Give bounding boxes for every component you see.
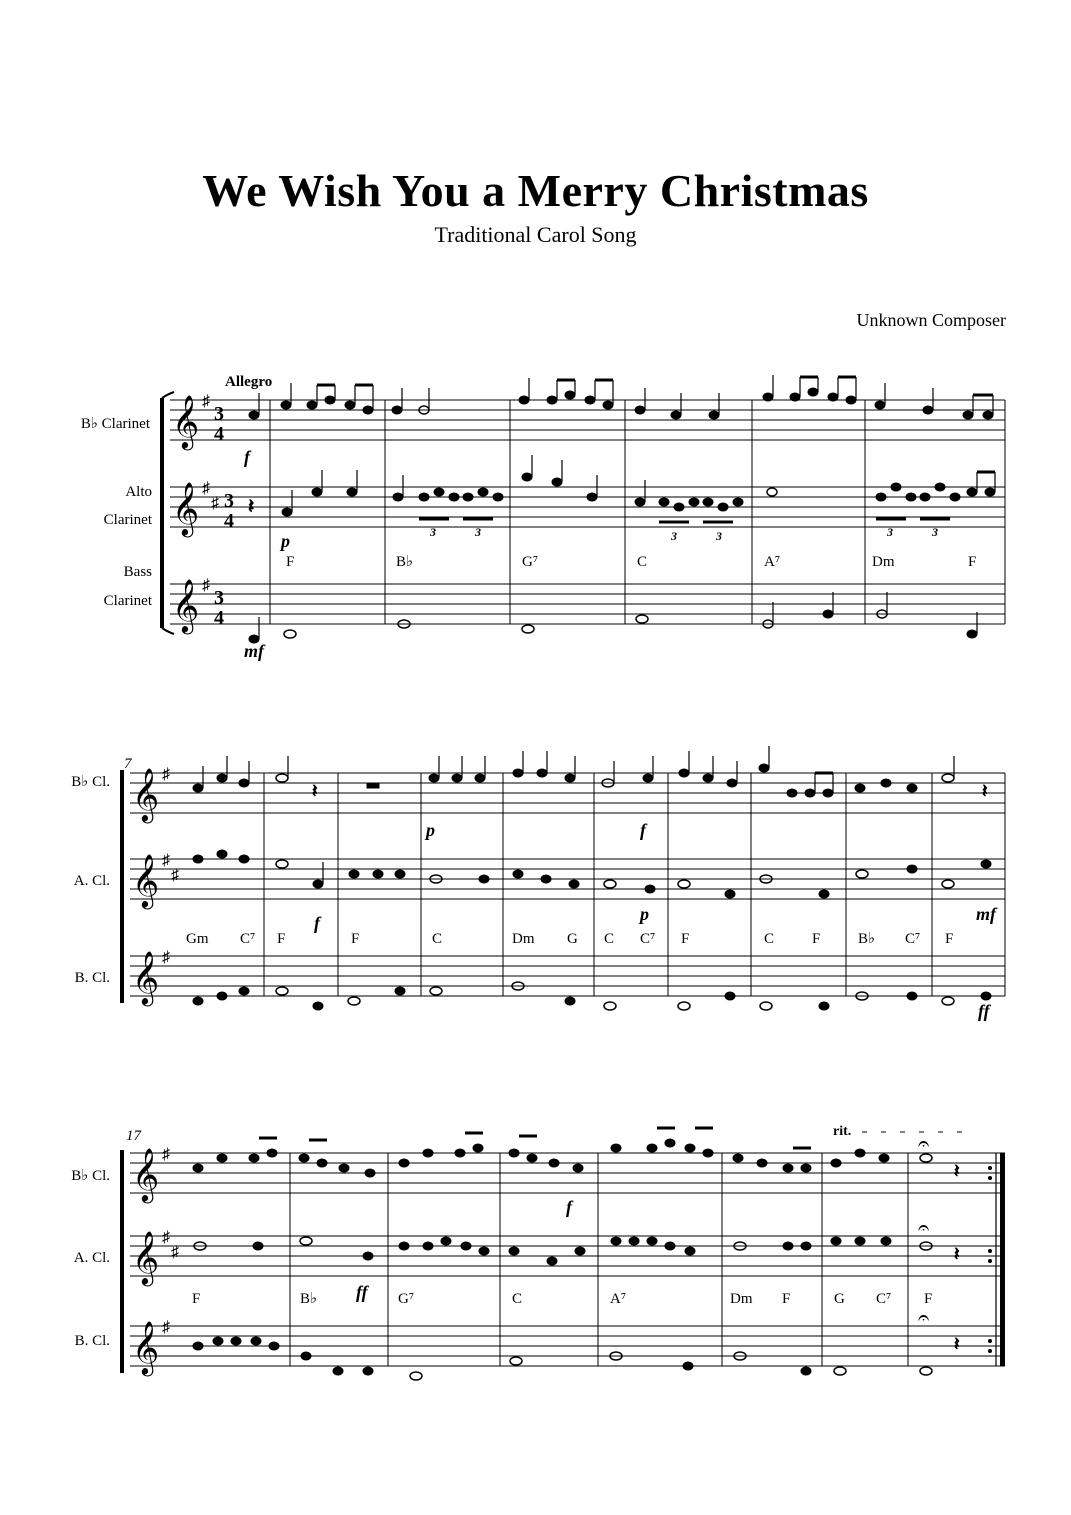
svg-text:F: F	[192, 1291, 201, 1307]
treble-clef-icon: 𝄞	[132, 952, 160, 1003]
key-sharp-icon: ♯	[202, 577, 210, 594]
chord-symbols-1	[286, 554, 976, 570]
instrument-short-clarinet: B♭ Cl.	[71, 774, 110, 790]
treble-clef-icon: 𝄞	[132, 1232, 160, 1283]
barlines	[264, 773, 1005, 996]
time-sig-bottom: 4	[214, 423, 224, 445]
staff-bass	[130, 1326, 1005, 1366]
svg-text:G: G	[834, 1291, 845, 1307]
system-1	[81, 374, 1005, 661]
instrument-short-bass: B. Cl.	[74, 970, 110, 986]
chord-symbols-2	[186, 931, 953, 947]
time-sig-top: 3	[224, 490, 234, 512]
time-sig-top: 3	[214, 587, 224, 609]
svg-text:Gm: Gm	[186, 931, 209, 947]
key-sharp-icon: ♯	[171, 867, 179, 884]
svg-text:F: F	[924, 1291, 933, 1307]
svg-text:C: C	[432, 931, 443, 947]
svg-text:𝄽: 𝄽	[982, 781, 988, 801]
dynamic-marking: f	[314, 913, 320, 933]
treble-clef-icon: 𝄞	[132, 1322, 160, 1373]
key-sharp-icon: ♯	[162, 852, 170, 869]
tuplet-labels	[429, 525, 938, 543]
measure-number: 17	[126, 1128, 141, 1144]
svg-text:3: 3	[671, 529, 677, 543]
svg-text:F: F	[351, 931, 360, 947]
svg-text:F: F	[968, 554, 977, 570]
fermata-icon: 𝄐	[918, 1307, 930, 1329]
svg-text:3: 3	[887, 525, 893, 539]
notes-alto	[248, 455, 995, 522]
instrument-label-bass-1: Bass	[123, 564, 152, 580]
treble-clef-icon: 𝄞	[132, 1149, 160, 1200]
svg-text:F: F	[286, 554, 295, 570]
time-sig-top: 3	[214, 403, 224, 425]
key-sharp-icon: ♯	[211, 495, 219, 512]
staff-clarinet	[130, 1153, 1005, 1193]
dynamic-marking: mf	[244, 641, 264, 661]
svg-text:𝄽: 𝄽	[312, 781, 318, 801]
instrument-short-bass: B. Cl.	[74, 1333, 110, 1349]
key-sharp-icon: ♯	[162, 1229, 170, 1246]
instrument-short-alto: A. Cl.	[73, 873, 110, 889]
treble-clef-icon: 𝄞	[172, 396, 200, 447]
dynamic-marking: p	[640, 904, 649, 924]
score-subtitle: Traditional Carol Song	[434, 222, 637, 247]
time-sig-bottom: 4	[214, 607, 224, 629]
time-sig-bottom: 4	[224, 510, 234, 532]
score-title: We Wish You a Merry Christmas	[202, 165, 869, 216]
key-sharp-icon: ♯	[162, 766, 170, 783]
svg-text:C⁷: C⁷	[240, 931, 256, 947]
barlines	[290, 1153, 908, 1366]
svg-text:3: 3	[475, 525, 481, 539]
svg-text:C: C	[604, 931, 615, 947]
measure-number: 7	[124, 756, 132, 772]
svg-text:𝄽: 𝄽	[954, 1161, 960, 1181]
svg-text:Dm: Dm	[730, 1291, 753, 1307]
staff-alto	[130, 1236, 1005, 1276]
svg-text:3: 3	[932, 525, 938, 539]
key-sharp-icon: ♯	[162, 1319, 170, 1336]
svg-text:C⁷: C⁷	[876, 1291, 892, 1307]
svg-text:Dm: Dm	[872, 554, 895, 570]
notes-clarinet	[249, 375, 993, 419]
key-sharp-icon: ♯	[202, 480, 210, 497]
dynamic-marking: p	[426, 820, 435, 840]
ritardando-marking: rit.	[833, 1124, 852, 1139]
svg-text:3: 3	[430, 525, 436, 539]
chord-symbols-3	[192, 1291, 932, 1307]
svg-text:3: 3	[716, 529, 722, 543]
treble-clef-icon: 𝄞	[172, 580, 200, 631]
composer-credit: Unknown Composer	[856, 310, 1006, 330]
svg-text:A⁷: A⁷	[610, 1291, 627, 1307]
dynamic-marking: f	[244, 447, 250, 467]
instrument-label-clarinet: B♭ Clarinet	[80, 416, 150, 432]
svg-text:G: G	[567, 931, 578, 947]
svg-text:B♭: B♭	[396, 554, 414, 570]
svg-text:C: C	[764, 931, 775, 947]
dynamic-marking: mf	[976, 904, 996, 924]
svg-text:C: C	[637, 554, 648, 570]
fermata-icon: 𝄐	[918, 1217, 930, 1239]
svg-text:F: F	[681, 931, 690, 947]
svg-text:G⁷: G⁷	[398, 1291, 415, 1307]
svg-text:Dm: Dm	[512, 931, 535, 947]
svg-text:C: C	[512, 1291, 523, 1307]
key-sharp-icon: ♯	[202, 393, 210, 410]
dynamic-marking: f	[640, 820, 646, 840]
notes-bass	[249, 592, 977, 643]
instrument-label-bass-2: Clarinet	[103, 593, 152, 609]
fermata-icon: 𝄐	[918, 1133, 930, 1155]
svg-text:C⁷: C⁷	[640, 931, 656, 947]
svg-text:F: F	[812, 931, 821, 947]
staff-bass	[130, 956, 1005, 996]
dynamic-marking: f	[566, 1197, 572, 1217]
svg-text:F: F	[277, 931, 286, 947]
instrument-short-alto: A. Cl.	[73, 1250, 110, 1266]
key-sharp-icon: ♯	[171, 1244, 179, 1261]
svg-text:F: F	[782, 1291, 791, 1307]
barlines	[270, 400, 1005, 624]
svg-text:B♭: B♭	[858, 931, 876, 947]
dynamic-marking: p	[281, 531, 290, 551]
svg-text:B♭: B♭	[300, 1291, 318, 1307]
instrument-label-alto-1: Alto	[125, 484, 152, 500]
treble-clef-icon: 𝄞	[172, 483, 200, 534]
final-repeat-barline	[988, 1153, 1005, 1366]
svg-text:G⁷: G⁷	[522, 554, 539, 570]
instrument-short-clarinet: B♭ Cl.	[71, 1168, 110, 1184]
svg-text:A⁷: A⁷	[764, 554, 781, 570]
svg-text:𝄽: 𝄽	[954, 1244, 960, 1264]
treble-clef-icon: 𝄞	[132, 855, 160, 906]
staff-alto	[130, 859, 1005, 899]
svg-text:C⁷: C⁷	[905, 931, 921, 947]
svg-text:𝄽: 𝄽	[248, 496, 255, 518]
key-sharp-icon: ♯	[162, 949, 170, 966]
key-sharp-icon: ♯	[162, 1146, 170, 1163]
notes-alto	[193, 850, 991, 898]
tempo-marking: Allegro	[225, 374, 273, 390]
treble-clef-icon: 𝄞	[132, 769, 160, 820]
notes-alto	[194, 1237, 960, 1265]
svg-text:𝄽: 𝄽	[954, 1334, 960, 1354]
svg-text:F: F	[945, 931, 954, 947]
notes-bass	[193, 1334, 960, 1380]
instrument-label-alto-2: Clarinet	[103, 512, 152, 528]
system-2	[71, 746, 1005, 1021]
dynamic-marking: ff	[356, 1282, 368, 1302]
dynamic-marking: ff	[978, 1001, 990, 1021]
system-3	[71, 1124, 1005, 1380]
